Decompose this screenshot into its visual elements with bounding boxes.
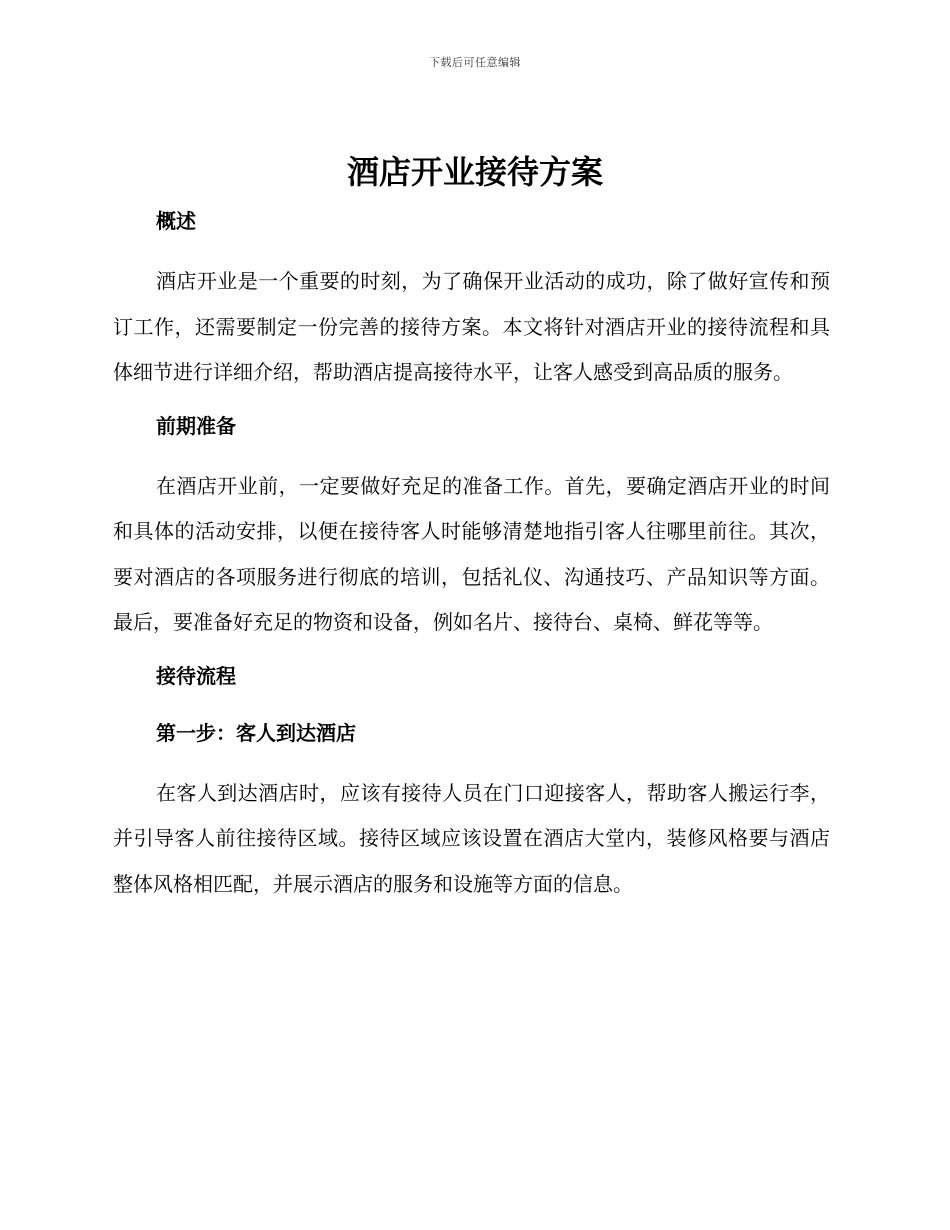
document-title: 酒店开业接待方案 [346, 153, 603, 191]
section-paragraph-preparation: 在酒店开业前，一定要做好充足的准备工作。首先，要确定酒店开业的时间和具体的活动安排，以便在接待客人时能够清楚地指引客人往哪里前往。其次，要对酒店的各项服务进行彻底的培训，包括礼仪、沟通技巧、产品知识等方面。最后，要准备好充足的物资和设备，例如名片、接待台、桌椅、鲜花等等。 [113, 473, 830, 634]
section-heading-reception-process: 接待流程 [156, 663, 236, 688]
section-paragraph-step-one: 在客人到达酒店时，应该有接待人员在门口迎接客人，帮助客人搬运行李，并引导客人前往接待区域。接待区域应该设置在酒店大堂内，装修风格要与酒店整体风格相匹配，并展示酒店的服务和设施等方面的信息。 [113, 780, 830, 896]
header-note: 下载后可任意编辑 [429, 56, 521, 69]
document-body [113, 204, 830, 907]
section-heading-preparation: 前期准备 [156, 413, 236, 438]
section-paragraph-overview: 酒店开业是一个重要的时刻，为了确保开业活动的成功，除了做好宣传和预订工作，还需要制定一份完善的接待方案。本文将针对酒店开业的接待流程和具体细节进行详细介绍，帮助酒店提高接待水平，让客人感受到高品质的服务。 [113, 269, 830, 384]
section-heading-step-one: 第一步：客人到达酒店 [156, 720, 356, 745]
section-heading-overview: 概述 [156, 209, 196, 233]
